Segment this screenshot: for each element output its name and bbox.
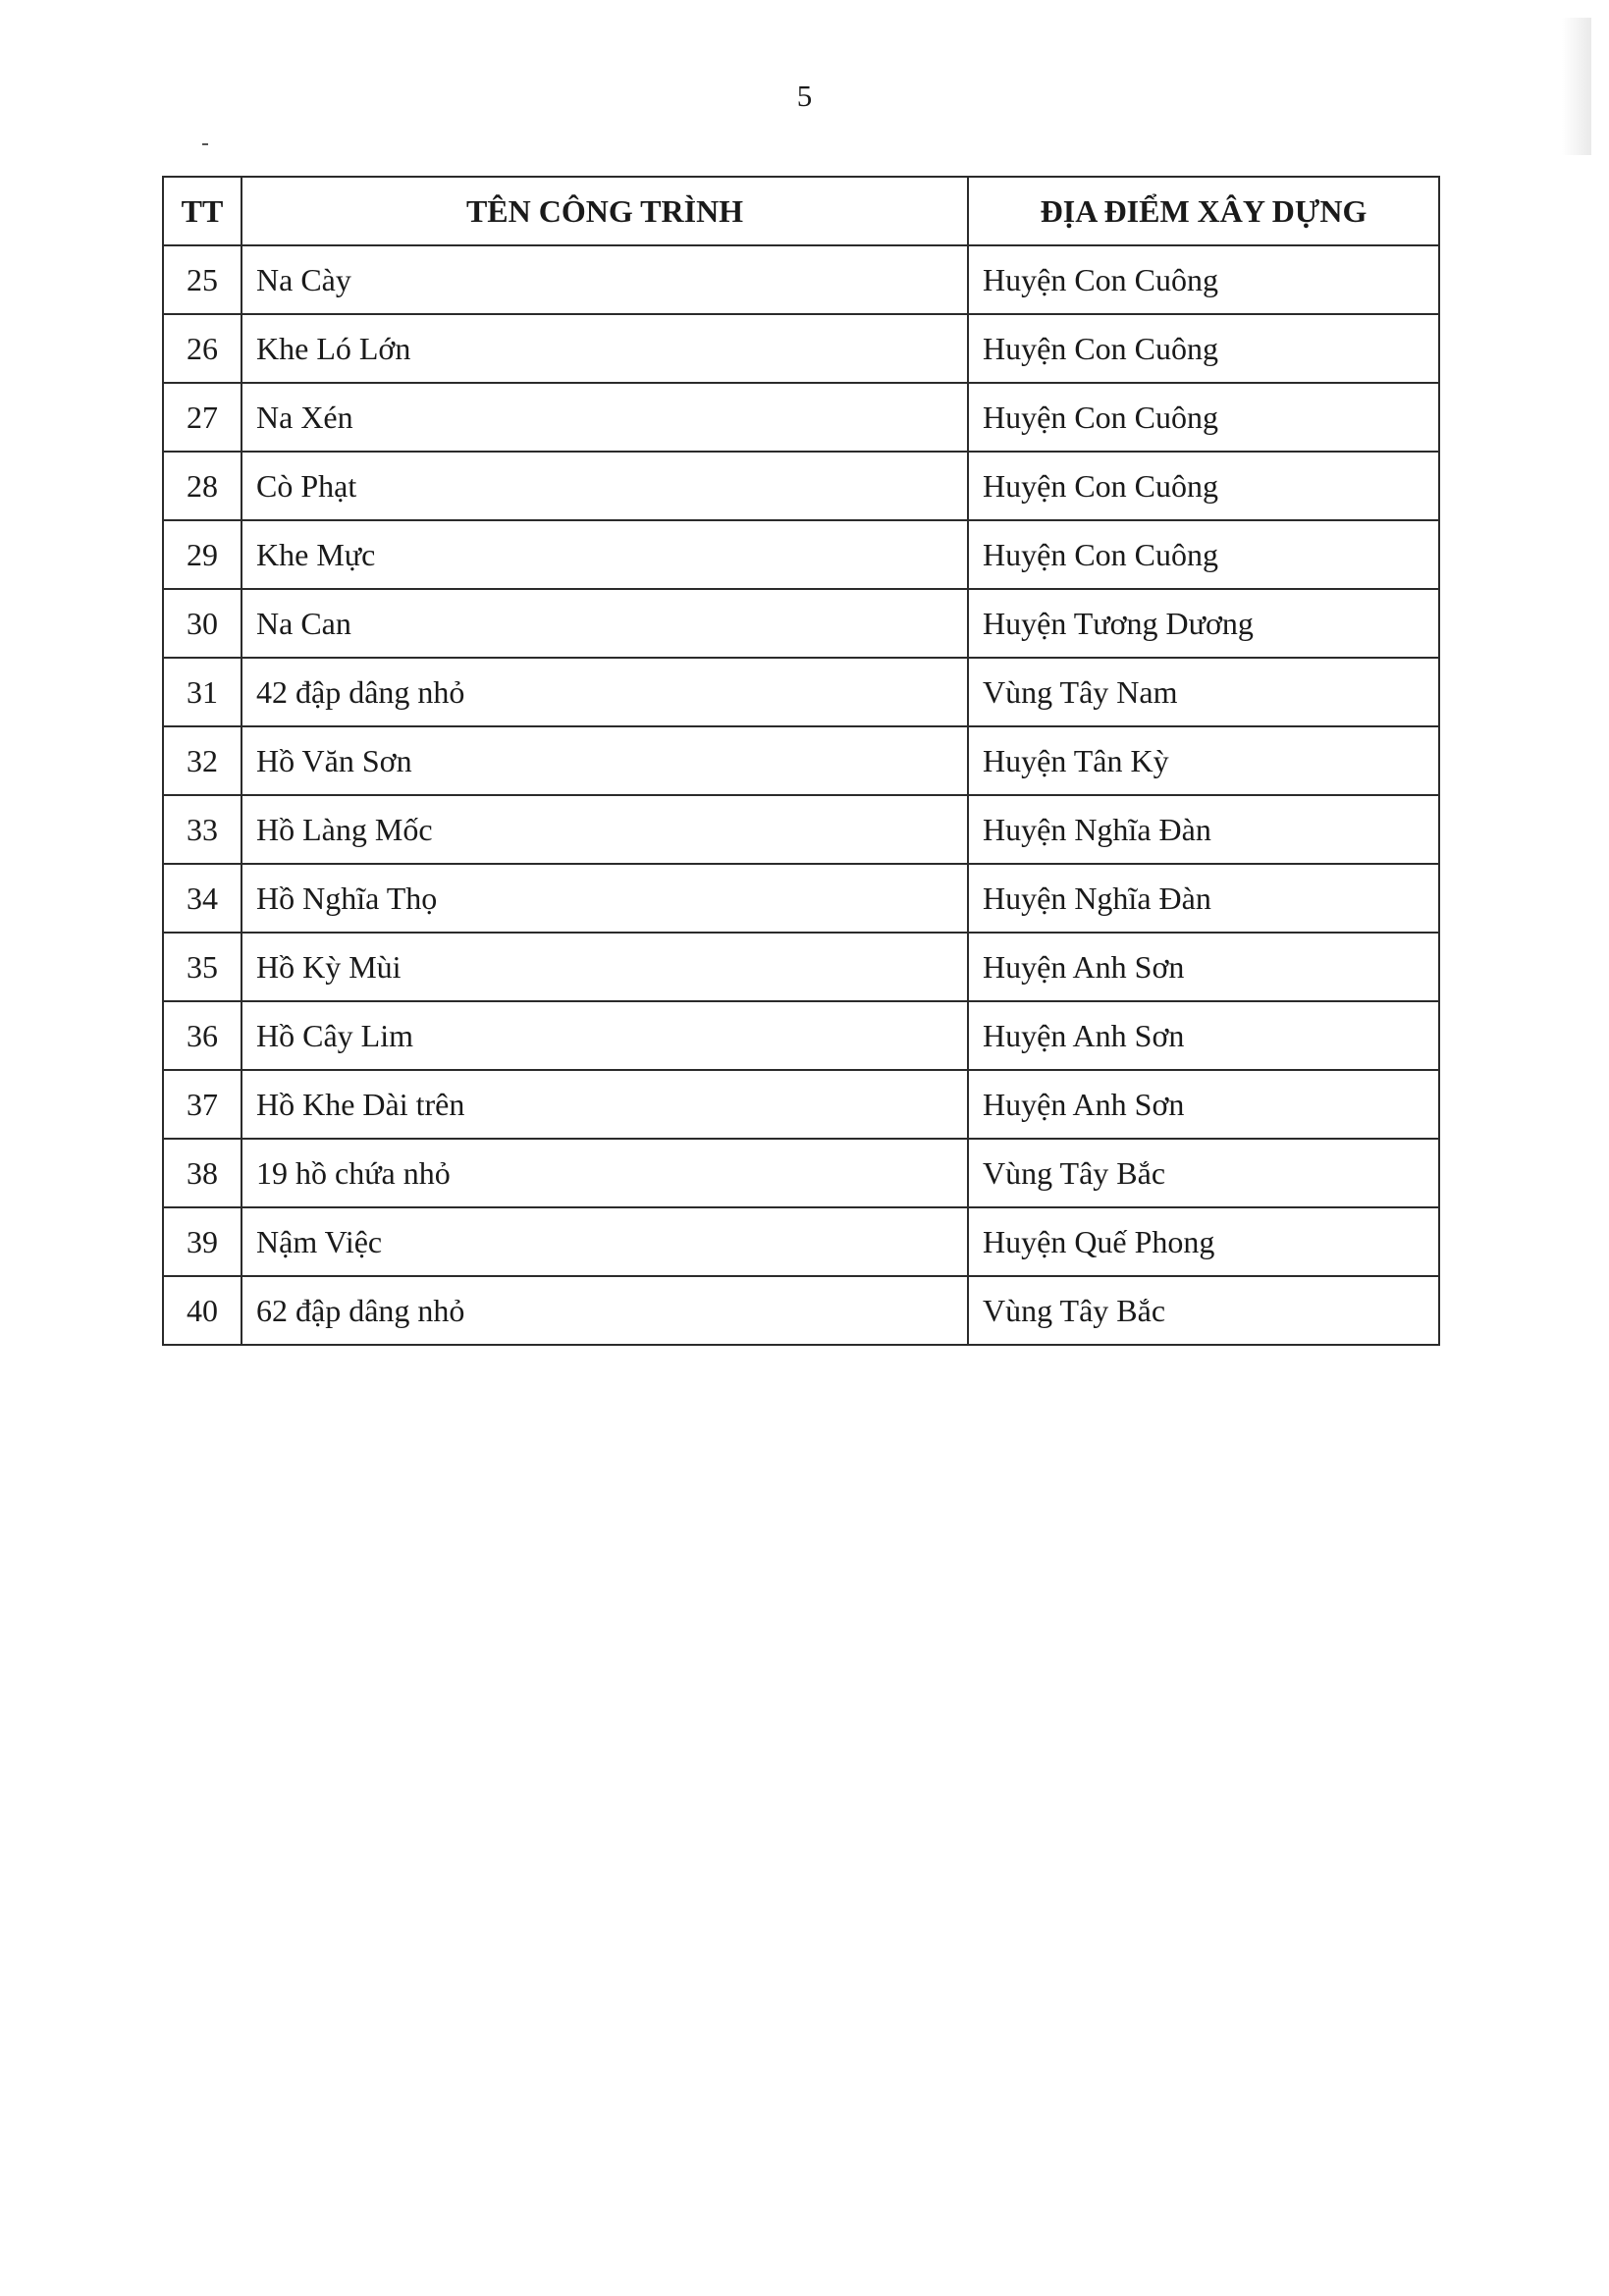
work-name: Cò Phạt: [241, 452, 968, 520]
row-number: 35: [163, 933, 241, 1001]
scan-speck: [202, 143, 208, 145]
row-number: 33: [163, 795, 241, 864]
row-number: 32: [163, 726, 241, 795]
table-row: [163, 383, 1439, 452]
work-name: Khe Ló Lớn: [241, 314, 968, 383]
table-row: [163, 795, 1439, 864]
row-number: 26: [163, 314, 241, 383]
page-number: 5: [796, 79, 813, 113]
table-row: [163, 245, 1439, 314]
construction-location: Vùng Tây Bắc: [968, 1139, 1439, 1207]
construction-location: Huyện Nghĩa Đàn: [968, 795, 1439, 864]
row-number: 39: [163, 1207, 241, 1276]
work-name: Nậm Việc: [241, 1207, 968, 1276]
work-name: Na Cày: [241, 245, 968, 314]
construction-location: Huyện Con Cuông: [968, 452, 1439, 520]
work-name: 19 hồ chứa nhỏ: [241, 1139, 968, 1207]
table-row: [163, 1001, 1439, 1070]
row-number: 40: [163, 1276, 241, 1345]
header-construction-location: ĐỊA ĐIỂM XÂY DỰNG: [968, 177, 1439, 245]
construction-works-table: [162, 176, 1440, 1346]
row-number: 30: [163, 589, 241, 658]
work-name: 62 đập dâng nhỏ: [241, 1276, 968, 1345]
construction-location: Huyện Nghĩa Đàn: [968, 864, 1439, 933]
work-name: Na Xén: [241, 383, 968, 452]
table-row: [163, 314, 1439, 383]
construction-location: Huyện Anh Sơn: [968, 933, 1439, 1001]
table-row: [163, 864, 1439, 933]
table-row: [163, 1139, 1439, 1207]
construction-location: Huyện Con Cuông: [968, 383, 1439, 452]
table-row: [163, 452, 1439, 520]
construction-location: Vùng Tây Nam: [968, 658, 1439, 726]
table-row: [163, 1070, 1439, 1139]
header-work-name: TÊN CÔNG TRÌNH: [241, 177, 968, 245]
construction-location: Huyện Con Cuông: [968, 314, 1439, 383]
header-tt: TT: [163, 177, 241, 245]
row-number: 25: [163, 245, 241, 314]
table-row: [163, 589, 1439, 658]
work-name: Hồ Cây Lim: [241, 1001, 968, 1070]
work-name: Hồ Làng Mốc: [241, 795, 968, 864]
construction-location: Huyện Tân Kỳ: [968, 726, 1439, 795]
work-name: Hồ Nghĩa Thọ: [241, 864, 968, 933]
work-name: Hồ Khe Dài trên: [241, 1070, 968, 1139]
row-number: 28: [163, 452, 241, 520]
construction-location: Huyện Con Cuông: [968, 245, 1439, 314]
row-number: 38: [163, 1139, 241, 1207]
construction-location: Huyện Quế Phong: [968, 1207, 1439, 1276]
table-row: [163, 726, 1439, 795]
table-header-row: [163, 177, 1439, 245]
row-number: 36: [163, 1001, 241, 1070]
construction-location: Huyện Tương Dương: [968, 589, 1439, 658]
table-row: [163, 1207, 1439, 1276]
row-number: 27: [163, 383, 241, 452]
work-name: 42 đập dâng nhỏ: [241, 658, 968, 726]
row-number: 34: [163, 864, 241, 933]
construction-location: Vùng Tây Bắc: [968, 1276, 1439, 1345]
table-row: [163, 658, 1439, 726]
table-row: [163, 933, 1439, 1001]
work-name: Hồ Văn Sơn: [241, 726, 968, 795]
construction-location: Huyện Anh Sơn: [968, 1070, 1439, 1139]
row-number: 31: [163, 658, 241, 726]
work-name: Hồ Kỳ Mùi: [241, 933, 968, 1001]
row-number: 37: [163, 1070, 241, 1139]
construction-location: Huyện Anh Sơn: [968, 1001, 1439, 1070]
work-name: Khe Mực: [241, 520, 968, 589]
construction-location: Huyện Con Cuông: [968, 520, 1439, 589]
row-number: 29: [163, 520, 241, 589]
table-row: [163, 520, 1439, 589]
table-row: [163, 1276, 1439, 1345]
work-name: Na Can: [241, 589, 968, 658]
